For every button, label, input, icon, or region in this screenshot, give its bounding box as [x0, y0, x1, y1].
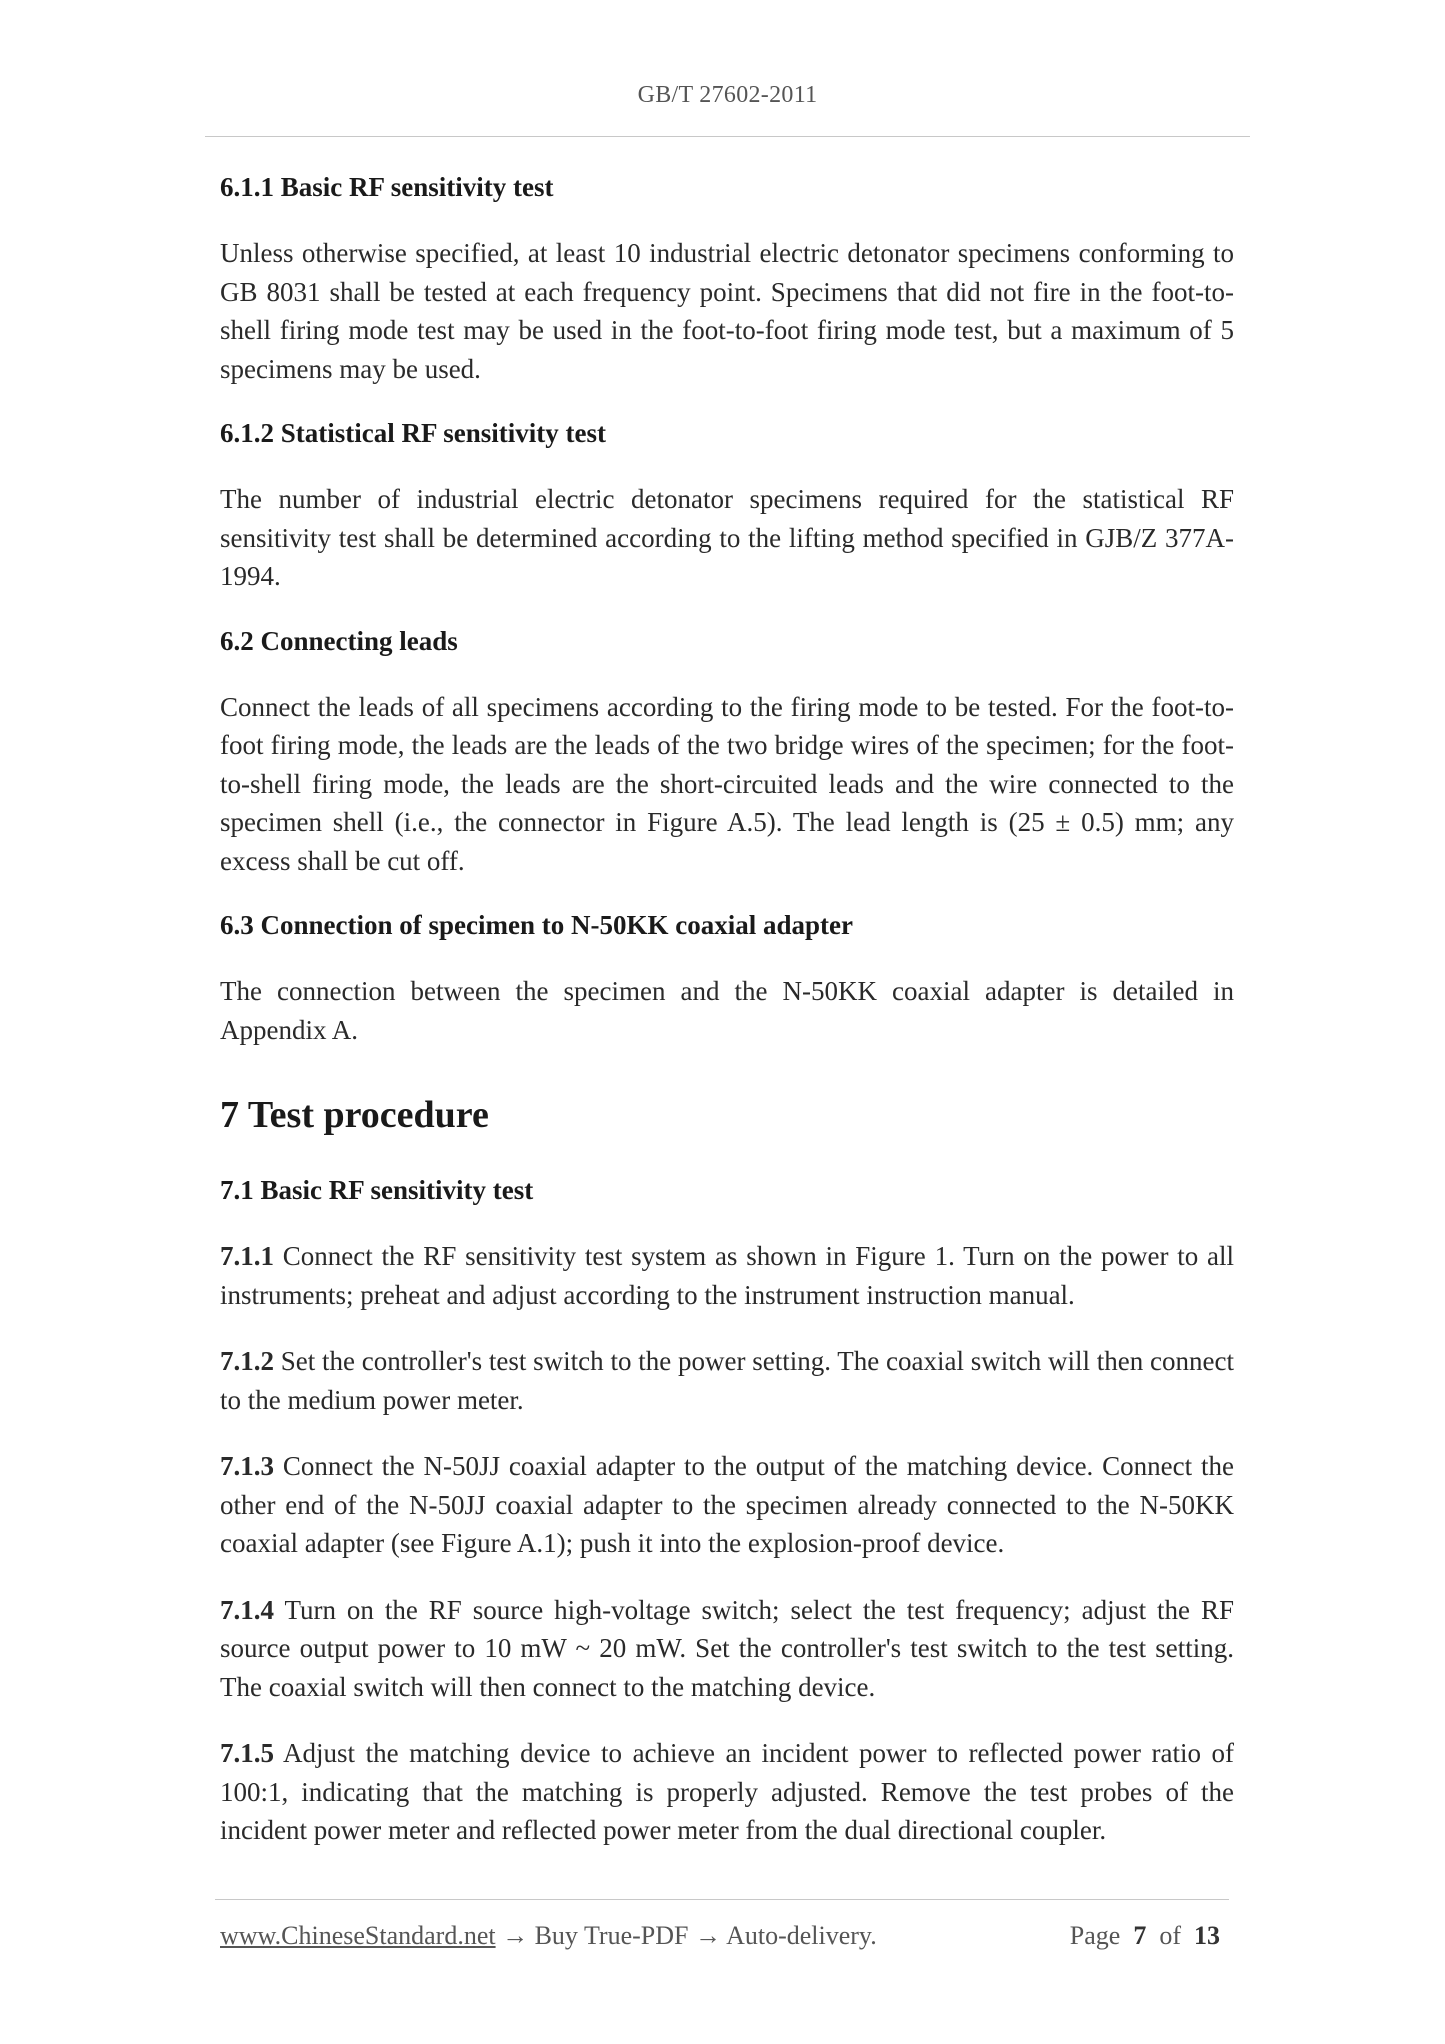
section-6-3-heading: 6.3 Connection of specimen to N-50KK coaxial adapter [220, 910, 853, 940]
clause-7-1-5-number: 7.1.5 [220, 1738, 274, 1768]
clause-7-1-4 [220, 1591, 1234, 1707]
of-label: of [1159, 1921, 1181, 1950]
clause-7-1-3-number: 7.1.3 [220, 1451, 274, 1481]
document-code-header: GB/T 27602-2011 [637, 82, 818, 108]
clause-7-1-2-number: 7.1.2 [220, 1346, 274, 1376]
clause-7-1-2 [220, 1342, 1234, 1419]
clause-7-1-1 [220, 1237, 1234, 1314]
clause-7-1-2-text: Set the controller's test switch to the power setting. The coaxial switch will then connect to the medium power meter. [220, 1346, 1234, 1415]
clause-7-1-5 [220, 1734, 1234, 1850]
clause-7-1-5-text: Adjust the matching device to achieve an incident power to reflected power ratio of 100:1, indicating that the matching is properly adjusted. Remove the test probes of the incident power meter and reflected power meter from the dual directional coupler. [220, 1738, 1234, 1845]
section-6-1-1-heading: 6.1.1 Basic RF sensitivity test [220, 172, 554, 202]
buy-true-pdf-text: Buy True-PDF [534, 1921, 689, 1950]
page-body [220, 170, 1234, 1878]
clause-7-1-3 [220, 1447, 1234, 1563]
page-number [1070, 1921, 1220, 1951]
clause-7-1-3-text: Connect the N-50JJ coaxial adapter to the output of the matching device. Connect the other end of the N-50JJ coaxial adapter to the specimen already connected to the N-50KK coaxial adapter (see Figure A.1); push it into the explosion-proof device. [220, 1451, 1234, 1558]
section-6-2-heading: 6.2 Connecting leads [220, 625, 458, 656]
clause-7-1-4-text: Turn on the RF source high-voltage switch; select the test frequency; adjust the RF source output power to 10 mW ~ 20 mW. Set the controller's test switch to the test setting. The coaxial switch will then connect to the matching device. [220, 1594, 1234, 1702]
chapter-7-heading: 7 Test procedure [220, 1094, 489, 1136]
current-page: 7 [1133, 1921, 1147, 1950]
footer-divider [215, 1899, 1229, 1900]
section-6-3-paragraph: The connection between the specimen and the N-50KK coaxial adapter is detailed in Appendix A. [220, 976, 1234, 1045]
footer-promo [220, 1921, 877, 1951]
section-6-1-1-paragraph: Unless otherwise specified, at least 10 industrial electric detonator specimens conforming to GB 8031 shall be tested at each frequency point. Specimens that did not fire in the foot-to-shell firing mode test may be used in the foot-to-foot firing mode test, but a maximum of 5 specimens may be used. [220, 238, 1234, 384]
arrow-right-icon: → [502, 1921, 529, 1950]
chinesestandard-link[interactable]: www.ChineseStandard.net [220, 1921, 496, 1950]
total-pages: 13 [1194, 1921, 1220, 1950]
header-divider [205, 136, 1250, 137]
clause-7-1-1-text: Connect the RF sensitivity test system as shown in Figure 1. Turn on the power to all instruments; preheat and adjust according to the instrument instruction manual. [220, 1241, 1234, 1310]
page-label: Page [1069, 1921, 1121, 1950]
auto-delivery-text: Auto-delivery. [726, 1921, 877, 1950]
section-6-1-2-paragraph: The number of industrial electric detonator specimens required for the statistical RF sensitivity test shall be determined according to the lifting method specified in GJB/Z 377A-1994. [220, 484, 1234, 591]
section-7-1-heading: 7.1 Basic RF sensitivity test [220, 1175, 534, 1205]
clause-7-1-1-number: 7.1.1 [220, 1241, 274, 1271]
section-6-1-2-heading: 6.1.2 Statistical RF sensitivity test [220, 418, 606, 448]
arrow-right-icon: → [695, 1921, 721, 1950]
section-6-2-paragraph: Connect the leads of all specimens according to the firing mode to be tested. For the foot-to-foot firing mode, the leads are the leads of the two bridge wires of the specimen; for the foot-to-shell firing mode, the leads are the short-circuited leads and the wire connected to the specimen shell (i.e., the connector in Figure A.5). The lead length is (25 ± 0.5) mm; any excess shall be cut off. [220, 691, 1234, 876]
clause-7-1-4-number: 7.1.4 [220, 1594, 274, 1625]
